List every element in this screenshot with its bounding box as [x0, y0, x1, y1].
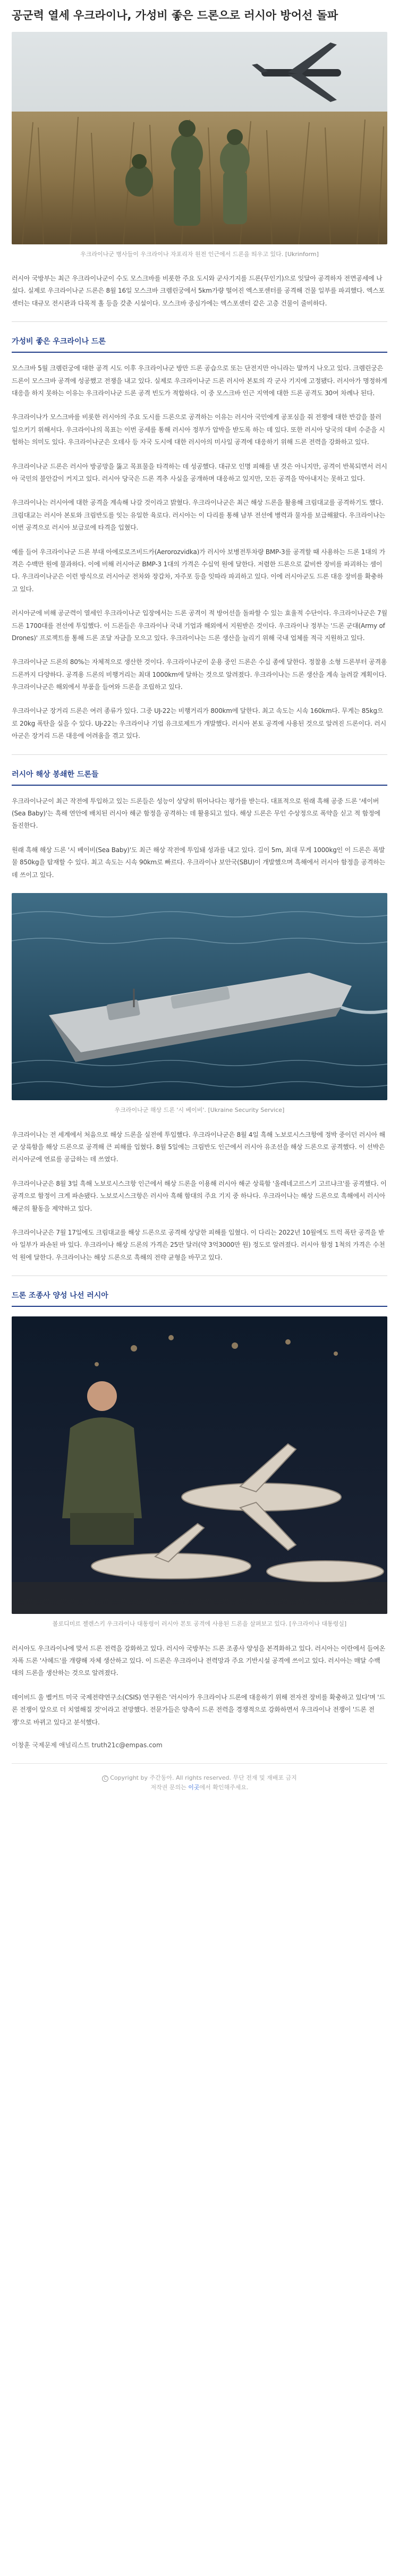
paragraph: 우크라이나군은 7월 17일에도 크림대교를 해상 드론으로 공격해 상당한 피해를 입혔다. 이 다리는 2022년 10월에도 트럭 폭탄 공격을 받아 일부가 파손된 바 있다. 우크라이나 해상 드론의 가격은 25만 달러(약 3억3000만 원) 정도로 알려졌다. 러시아 함정 1척의 가격은 수천억 원에 달한다. 우크라이나는 해상 드론으로 흑해의 전략 균형을 바꾸고 있다.	[12, 1228, 385, 1261]
section-title-text: 러시아 해상 봉쇄한 드론들	[12, 770, 99, 779]
section-title-underline	[12, 785, 387, 786]
photo-sea-baby-drone	[12, 893, 387, 1100]
copyright-contact-link[interactable]: 이곳	[188, 1783, 200, 1791]
footer	[12, 1763, 387, 1806]
figure-drone-launch	[12, 32, 387, 244]
paragraph: 모스크바 5월 크렘린궁에 대한 공격 시도 이후 우크라이나군 방만 드론 공습으로 또는 단전지만 아니라는 말까지 나오고 있다. 크렘린궁은 드론이 모스크바 공격에 성공했고 전쟁을 내고 있다. 실제로 우크라이나군 드론 러시아 본토의 각 군사 기지에 고정됐다. 러시아가 명정하게 대응을 하지 못하는 이유는 우크라이나군 드론 공격 빈도가 적합하다. 이 중 모스크바 인근 지역에 대한 드론 공격도 30여 차례나 된다.	[12, 364, 387, 397]
paragraph: 원래 흑해 해상 드론 '시 베이비(Sea Baby)'도 최근 해상 작전에 투입돼 성과를 내고 있다. 길이 5m, 최대 무게 1000kg인 이 드론은 폭발물 850kg을 탑재할 수 있다. 최고 속도는 시속 90km로 빠르다. 우크라이나 보안국(SBU)이 개발했으며 흑해에서 러시아 함정을 공격하는 데 쓰이고 있다.	[12, 846, 386, 879]
figure2-caption: 우크라이나군 해상 드론 '시 베이비'. [Ukraine Security Service]	[114, 1106, 285, 1113]
paragraph: 우크라이나군 드론은 러시아 방공망을 뚫고 목표물을 타격하는 데 성공했다. 대규모 인명 피해를 낸 것은 아니지만, 공격이 반복되면서 러시아 국민의 불안감이 커지고 있다. 러시아 당국은 드론 격추 사실을 공개하며 대응하고 있지만, 모든 공격을 막아내지는 못하고 있다.	[12, 462, 387, 482]
section-title-underline	[12, 1306, 387, 1307]
author-byline: 이창훈 국제문제 애널리스트 truth21c@empas.com	[12, 1741, 163, 1749]
paragraph: 예를 들어 우크라이나군 드론 부대 아에로로즈비드카(Aerorozvidka)가 러시아 보병전투차량 BMP-3를 공격할 때 사용하는 드론 1대의 가격은 수백만 원에 불과하다. 이에 비해 러시아군 BMP-3 1대의 가격은 수십억 원에 달한다. 저렴한 드론으로 값비싼 장비를 파괴하는 셈이다. 우크라이나군은 이런 방식으로 러시아군 전차와 장갑차, 자주포 등을 잇따라 파괴하고 있다. 이에 러시아군도 드론 대응 장비를 확충하고 있다.	[12, 548, 386, 593]
section-title-text: 드론 조종사 양성 나선 러시아	[12, 1291, 108, 1300]
copyright-line	[12, 1773, 387, 1783]
paragraph: 러시아도 우크라이나에 맞서 드론 전력을 강화하고 있다. 러시아 국방부는 드론 조종사 양성을 본격화하고 있다. 러시아는 이란에서 들여온 자폭 드론 '샤헤드'를 개량해 자체 생산하고 있다. 이 드론은 우크라이나 전력망과 주요 기반시설 공격에 쓰이고 있다. 러시아는 매달 수백 대의 드론을 생산하는 것으로 알려졌다.	[12, 1644, 386, 1677]
section-title-underline	[12, 352, 387, 353]
paragraph: 우크라이나군 드론의 80%는 자체적으로 생산한 것이다. 우크라이나군이 운용 중인 드론은 수십 종에 달한다. 정찰용 소형 드론부터 공격용 드론까지 다양하다. 공격용 드론의 비행거리는 최대 1000km에 달하는 것으로 알려졌다. 우크라이나는 드론 생산을 계속 늘려갈 계획이다. 우크라이나군은 해외에서 부품을 들여와 드론을 조립하고 있다.	[12, 658, 387, 691]
copyright-icon: C	[102, 1775, 108, 1782]
figure-sea-drone	[12, 893, 387, 1100]
paragraph: 우크라이나가 모스크바를 비롯한 러시아의 주요 도시를 드론으로 공격하는 이유는 러시아 국민에게 공포심을 줘 전쟁에 대한 반감을 불러일으키기 위해서다. 우크라이나의 목표는 이번 공세를 통해 러시아 정부가 압박을 받도록 하는 데 있다. 또한 러시아 당국의 대비 수준을 시험하는 의미도 있다. 우크라이나군은 오데사 등 자국 도시에 대한 러시아의 미사일 공격에 대응하기 위해 드론 전력을 강화하고 있다.	[12, 413, 385, 446]
photo-soldiers-launching-drone	[12, 32, 387, 244]
copyright-text: Copyright by 주간동아. All rights reserved. 무단 전재 및 재배포 금지	[110, 1774, 297, 1782]
section-title	[12, 754, 387, 786]
paragraph: 우크라이나군은 8월 3일 흑해 노보로시스크항 인근에서 해상 드론을 이용해 러시아 해군 상륙함 '올레네고르스키 고르냐크'를 공격했다. 이 공격으로 함정이 크게 파손됐다. 노보로시스크항은 러시아 흑해 함대의 주요 기지 중 하나다. 우크라이나는 해상 드론으로 흑해에서 러시아 해군의 활동을 제약하고 있다.	[12, 1179, 387, 1212]
section-title	[12, 1276, 387, 1307]
section-title-text: 가성비 좋은 우크라이나 드론	[12, 337, 106, 346]
paragraph: 러시아군에 비해 공군력이 열세인 우크라이나군 입장에서는 드론 공격이 적 방어선을 돌파할 수 있는 효율적 수단이다. 우크라이나군은 7월 드론 1700대를 전선에 투입했다. 이 드론들은 우크라이나 국내 기업과 해외에서 지원받은 것이다. 우크라이나 정부는 '드론 군대(Army of Drones)' 프로젝트를 통해 드론 조달 자금을 모으고 있다. 우크라이나는 드론 생산을 늘리기 위해 국내 업체를 적극 지원하고 있다.	[12, 609, 387, 642]
figure-president-drones	[12, 1316, 387, 1614]
paragraph: 우크라이나는 전 세계에서 처음으로 해상 드론을 실전에 투입했다. 우크라이나군은 8월 4일 흑해 노보로시스크항에 정박 중이던 러시아 해군 상륙함을 해상 드론으로 공격해 큰 피해를 입혔다. 8월 5일에는 크림반도 인근에서 러시아 유조선을 해상 드론으로 공격했다. 이 선박은 러시아군에 연료를 공급하는 데 쓰였다.	[12, 1130, 385, 1163]
paragraph: 우크라이나군이 최근 작전에 투입하고 있는 드론들은 성능이 상당히 뛰어나다는 평가를 받는다. 대표적으로 원래 흑해 공중 드론 '세이버(Sea Baby)'는 흑해 연안에 배치된 러시아 해군 함정을 공격하는 데 활용되고 있다. 해상 드론은 무인 수상정으로 폭약을 싣고 적 함정에 돌진한다.	[12, 797, 380, 830]
copyright-suffix: 에서 확인해주세요.	[199, 1783, 249, 1791]
paragraph: 러시아 국방부는 최근 우크라이나군이 수도 모스크바를 비롯한 주요 도시와 군사기지를 드론(무인기)으로 잇달아 공격하자 전면공세에 나섰다. 실제로 우크라이나군 드론은 8월 16일 모스크바 크렘린궁에서 5km가량 떨어진 엑스포센터를 공격해 건물 일부를 파괴했다. 엑스포센터는 대규모 전시관과 다목적 홀 등을 갖춘 시설이다. 모스크바 중심가에는 엑스포센터 같은 고층 건물이 줄비하다.	[12, 275, 385, 307]
article-headline: 공군력 열세 우크라이나, 가성비 좋은 드론으로 러시아 방어선 돌파	[12, 9, 338, 22]
photo-president-inspecting-drones	[12, 1316, 387, 1614]
figure3-caption: 볼로디미르 젤렌스키 우크라이나 대통령이 러시아 본토 공격에 사용된 드론을 살펴보고 있다. [우크라이나 대통령실]	[52, 1620, 347, 1628]
figure1-caption: 우크라이나군 병사들이 우크라이나 자포리자 원전 인근에서 드론을 띄우고 있다. [Ukrinform]	[80, 250, 319, 258]
copyright-contact-line	[12, 1783, 387, 1792]
paragraph: 우크라이나군 장거리 드론은 여러 종류가 있다. 그중 UJ-22는 비행거리가 800km에 달한다. 최고 속도는 시속 160km다. 무게는 85kg으로 20kg 폭탄을 실을 수 있다. UJ-22는 우크라이나 기업 유크로제트가 개발했다. 러시아 본토 공격에 사용된 것으로 알려진 드론이다. 러시아군은 장거리 드론 대응에 어려움을 겪고 있다.	[12, 707, 387, 740]
paragraph: 데이비드 울 벨커트 미국 국제전략연구소(CSIS) 연구원은 '러시아가 우크라이나 드론에 대응하기 위해 전자전 장비를 확충하고 있다'며 '드론 전쟁이 앞으로 더 치열해질 것'이라고 전망했다. 전문가들은 양측이 드론 전력을 경쟁적으로 강화하면서 우크라이나 전쟁이 '드론 전쟁'으로 바뀌고 있다고 분석했다.	[12, 1693, 385, 1726]
copyright-prefix: 저작권 문의는	[150, 1783, 189, 1791]
paragraph: 우크라이나는 러시아에 대한 공격을 계속해 나갈 것이라고 밝혔다. 우크라이나군은 최근 해상 드론을 활용해 크림대교를 공격하기도 했다. 크림대교는 러시아 본토와 크림반도를 잇는 유일한 육로다. 러시아는 이 다리를 통해 남부 전선에 병력과 물자를 보급해왔다. 우크라이나는 이번 공격으로 러시아 보급로에 타격을 입혔다.	[12, 499, 386, 532]
section-title	[12, 321, 387, 353]
